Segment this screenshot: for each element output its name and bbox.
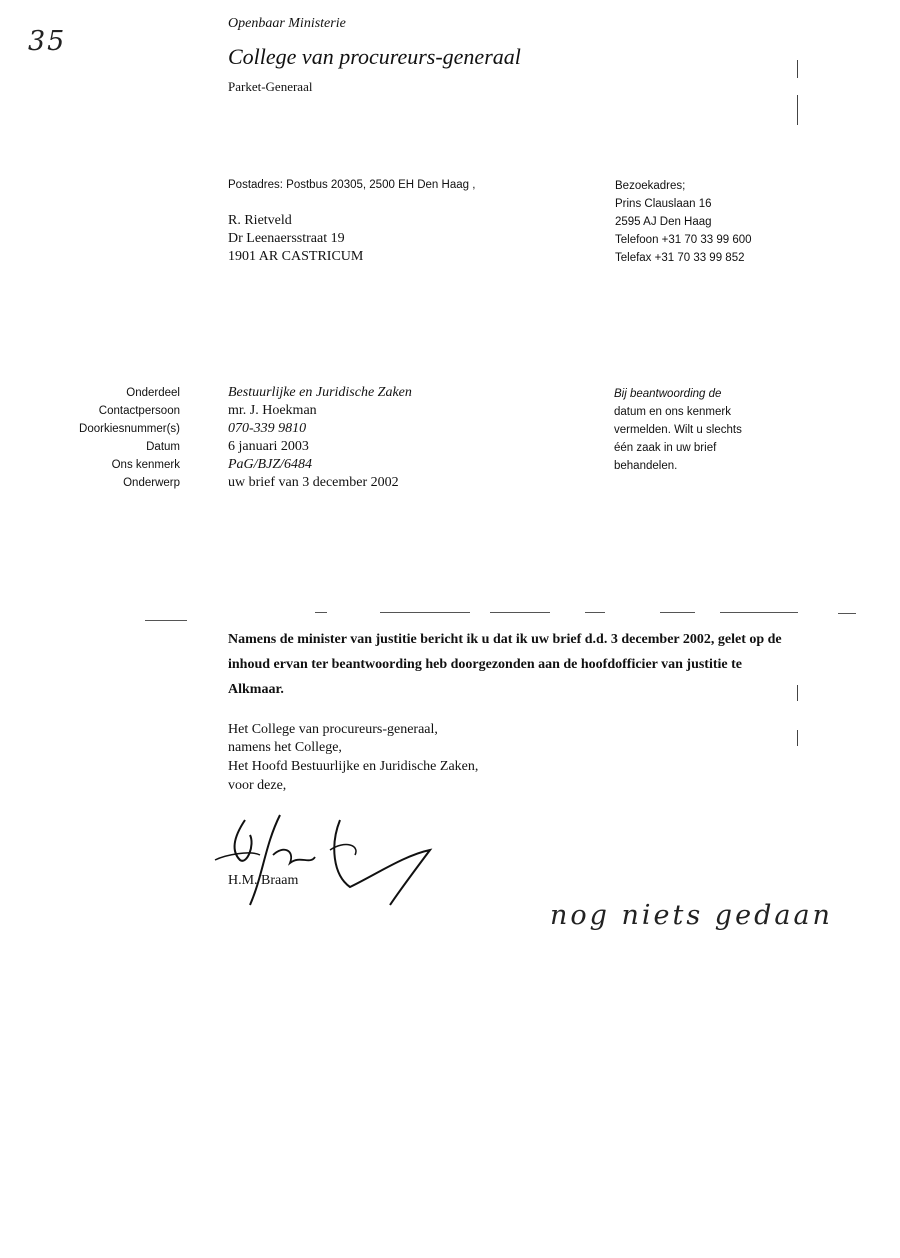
postal-address: Postadres: Postbus 20305, 2500 EH Den Haag , (228, 179, 476, 191)
note-line: Bij beantwoording de (614, 388, 722, 400)
org-subtitle: Parket-Generaal (228, 79, 313, 94)
scan-mark (145, 620, 187, 621)
meta-value-department: Bestuurlijke en Juridische Zaken (228, 385, 412, 400)
visit-address-city: 2595 AJ Den Haag (615, 216, 712, 228)
scan-mark (660, 612, 695, 613)
meta-label-subject: Onderwerp (123, 477, 180, 489)
scan-mark (797, 95, 798, 125)
signature-scribble (205, 805, 445, 915)
scan-mark (315, 612, 327, 613)
visit-address-fax: Telefax +31 70 33 99 852 (615, 252, 745, 264)
scan-mark (490, 612, 550, 613)
handwritten-note: nog niets gedaan (550, 900, 833, 931)
meta-label-department: Onderdeel (126, 387, 180, 399)
scan-mark (797, 730, 798, 746)
signer-name: H.M. Braam (228, 873, 299, 888)
meta-label-date: Datum (146, 441, 180, 453)
meta-value-date: 6 januari 2003 (228, 439, 309, 454)
body-line: Namens de minister van justitie bericht ik u dat ik uw brief d.d. 3 december 2002, gelet op de (228, 632, 782, 647)
closing-line: Het Hoofd Bestuurlijke en Juridische Zaken, (228, 759, 479, 774)
org-line: Openbaar Ministerie (228, 16, 346, 31)
closing-line: namens het College, (228, 740, 342, 755)
closing-line: voor deze, (228, 778, 287, 793)
meta-value-subject: uw brief van 3 december 2002 (228, 475, 399, 490)
recipient-street: Dr Leenaersstraat 19 (228, 231, 345, 246)
meta-value-reference: PaG/BJZ/6484 (228, 457, 312, 472)
meta-label-phone: Doorkiesnummer(s) (79, 423, 180, 435)
note-line: vermelden. Wilt u slechts (614, 424, 742, 436)
org-title: College van procureurs-generaal (228, 44, 521, 69)
meta-value-contact: mr. J. Hoekman (228, 403, 317, 418)
recipient-name: R. Rietveld (228, 213, 292, 228)
scan-mark (797, 60, 798, 78)
scan-mark (585, 612, 605, 613)
meta-value-phone: 070-339 9810 (228, 421, 307, 436)
scan-mark (720, 612, 798, 613)
visit-address-label: Bezoekadres; (615, 180, 686, 192)
body-line: Alkmaar. (228, 682, 284, 697)
meta-label-reference: Ons kenmerk (111, 459, 180, 471)
note-line: één zaak in uw brief (614, 442, 717, 454)
closing-line: Het College van procureurs-generaal, (228, 722, 438, 737)
body-line: inhoud ervan ter beantwoording heb doorgezonden aan de hoofdofficier van justitie te (228, 657, 742, 672)
scan-mark (797, 685, 798, 701)
scan-mark (838, 613, 856, 614)
recipient-city: 1901 AR CASTRICUM (228, 249, 364, 264)
visit-address-street: Prins Clauslaan 16 (615, 198, 712, 210)
visit-address-phone: Telefoon +31 70 33 99 600 (615, 234, 752, 246)
page-number-handwritten: 35 (28, 26, 67, 57)
note-line: datum en ons kenmerk (614, 406, 731, 418)
note-line: behandelen. (614, 460, 678, 472)
scan-mark (380, 612, 470, 613)
meta-label-contact: Contactpersoon (98, 405, 180, 417)
